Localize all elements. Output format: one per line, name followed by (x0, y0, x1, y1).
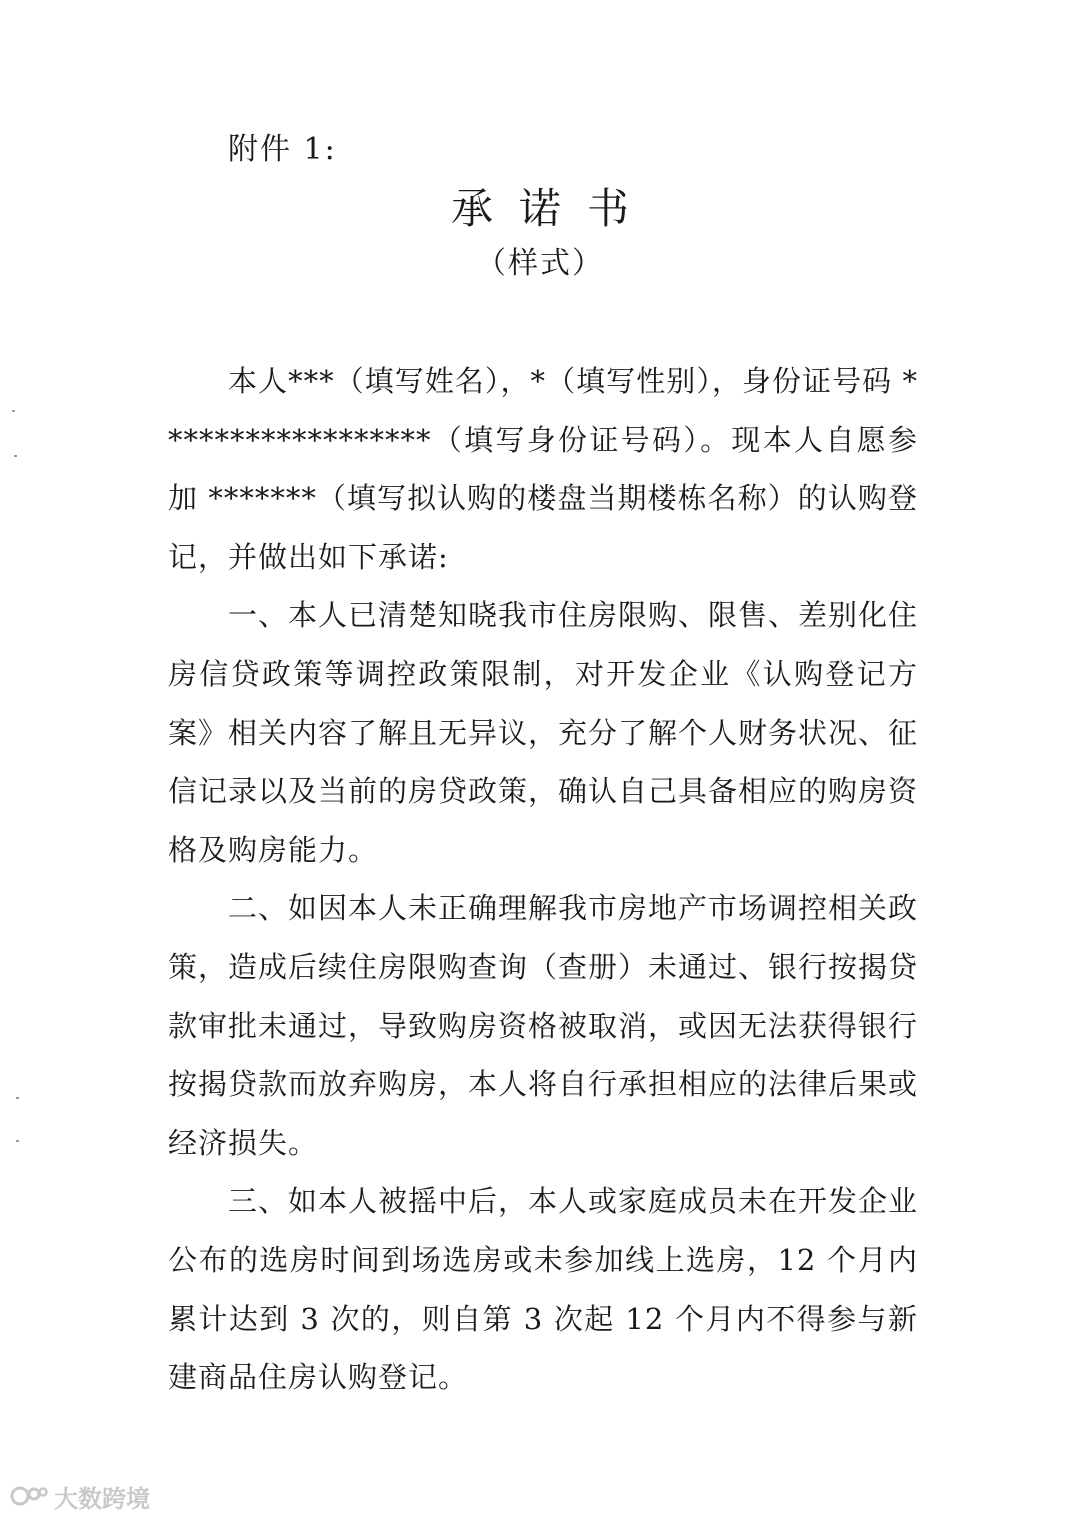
watermark-text: 大数跨境 (54, 1484, 150, 1513)
paragraph-clause-2: 二、如因本人未正确理解我市房地产市场调控相关政策，造成后续住房限购查询（查册）未通过、银行按揭贷款审批未通过，导致购房资格被取消，或因无法获得银行按揭贷款而放弃购房，本人将自行承担相应的法律后果或经济损失。 (168, 891, 919, 1160)
scan-artifact (16, 1097, 19, 1099)
watermark (10, 1478, 150, 1514)
paragraph-clause-1: 一、本人已清楚知晓我市住房限购、限售、差别化住房信贷政策等调控政策限制，对开发企业《认购登记方案》相关内容了解且无异议，充分了解个人财务状况、征信记录以及当前的房贷政策，确认自己具备相应的购房资格及购房能力。 (168, 598, 919, 867)
scan-artifact (16, 1140, 19, 1142)
scan-artifact (12, 410, 15, 412)
document-body (168, 352, 918, 1407)
paragraph-intro: 本人***（填写姓名），*（填写性别），身份证号码 ******************（填写身份证号码）。现本人自愿参加 *******（填写拟认购的楼盘当期楼栋名称）的认购登记，并做出如下承诺: (168, 364, 918, 574)
document-subtitle: （样式） (476, 246, 604, 281)
paragraph-clause-3: 三、如本人被摇中后，本人或家庭成员未在开发企业公布的选房时间到场选房或未参加线上选房，12 个月内累计达到 3 次的，则自第 3 次起 12 个月内不得参与新建商品住房认购登记。 (168, 1184, 919, 1395)
attachment-label: 附件 1: (228, 132, 337, 167)
logo-mark-icon (10, 1481, 50, 1511)
document-title: 承诺书 (450, 184, 655, 233)
scan-artifact (14, 455, 17, 457)
